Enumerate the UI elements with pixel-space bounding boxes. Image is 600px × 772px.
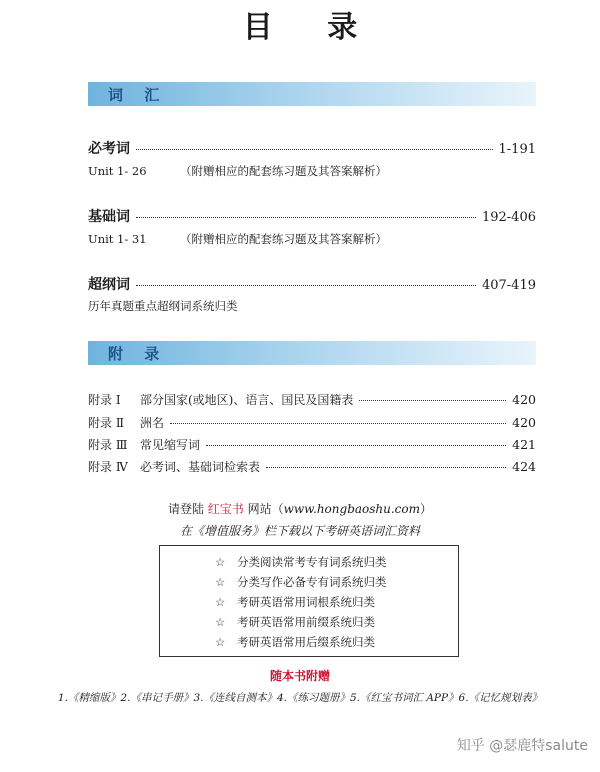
- dot-leader: [170, 423, 506, 424]
- unit-note: 历年真题重点超纲词系统归类: [88, 299, 238, 313]
- login-prefix: 请登陆: [167, 502, 208, 516]
- star-icon: ☆: [215, 555, 226, 569]
- brand-link[interactable]: 红宝书: [207, 502, 244, 516]
- appendix-number: 附录 Ⅱ: [88, 416, 124, 430]
- login-line: [0, 500, 600, 517]
- entry-subline-basic: [88, 231, 387, 247]
- entry-subline-beyond: [88, 298, 238, 314]
- appendix-pages: 420: [512, 392, 536, 407]
- entry-label: 基础词: [88, 209, 130, 225]
- resource-item: [215, 634, 375, 650]
- unit-range: Unit 1- 26: [88, 164, 147, 178]
- star-icon: ☆: [215, 575, 226, 589]
- resource-label: 考研英语常用词根系统归类: [237, 595, 375, 609]
- gift-list: 1.《精缩版》2.《串记手册》3.《连线自测本》4.《练习题册》5.《红宝书词汇 APP》6.《记忆规划表》: [57, 692, 543, 704]
- appendix-pages: 421: [512, 437, 536, 452]
- appendix-row-1[interactable]: [88, 391, 536, 409]
- section-band-vocab: [88, 82, 536, 106]
- page-title: 目 录: [242, 10, 380, 45]
- resource-box: [159, 545, 459, 657]
- download-line: 在《增值服务》栏下载以下考研英语词汇资料: [179, 524, 420, 538]
- resource-label: 考研英语常用前缀系统归类: [237, 615, 375, 629]
- dot-leader: [266, 467, 506, 468]
- toc-entry-beyond[interactable]: [88, 274, 536, 294]
- resource-item: [215, 554, 387, 570]
- star-icon: ☆: [215, 635, 226, 649]
- appendix-number: 附录 Ⅲ: [88, 438, 128, 452]
- unit-note: （附赠相应的配套练习题及其答案解析）: [180, 232, 387, 246]
- appendix-row-4[interactable]: [88, 458, 536, 476]
- entry-pages: 407-419: [481, 278, 536, 293]
- dot-leader: [206, 445, 506, 446]
- section-band-appendix: [88, 341, 536, 365]
- appendix-title: 洲名: [140, 416, 165, 430]
- appendix-pages: 420: [512, 415, 536, 430]
- section-title-appendix: 附 录: [108, 345, 168, 363]
- resource-item: [215, 574, 387, 590]
- appendix-title: 常见缩写词: [140, 438, 201, 452]
- toc-entry-basic[interactable]: [88, 206, 536, 226]
- star-icon: ☆: [215, 615, 226, 629]
- entry-subline-required: [88, 163, 387, 179]
- appendix-number: 附录 Ⅳ: [88, 460, 128, 474]
- toc-entry-required[interactable]: [88, 138, 536, 158]
- dot-leader: [136, 217, 476, 218]
- gift-title: 随本书附赠: [269, 669, 330, 683]
- resource-item: [215, 614, 375, 630]
- website-url[interactable]: www.hongbaoshu.com: [283, 502, 421, 516]
- dot-leader: [359, 400, 506, 401]
- appendix-number: 附录 Ⅰ: [88, 393, 121, 407]
- login-middle: 网站（: [243, 502, 284, 516]
- section-title-vocab: 词 汇: [108, 86, 168, 104]
- entry-label: 必考词: [88, 141, 130, 157]
- appendix-pages: 424: [512, 459, 536, 474]
- entry-pages: 1-191: [498, 142, 536, 157]
- resource-label: 分类阅读常考专有词系统归类: [237, 555, 387, 569]
- appendix-row-2[interactable]: [88, 414, 536, 432]
- resource-label: 分类写作必备专有词系统归类: [237, 575, 387, 589]
- dot-leader: [136, 149, 493, 150]
- entry-label: 超纲词: [88, 277, 130, 293]
- appendix-title: 部分国家(或地区)、语言、国民及国籍表: [140, 393, 354, 407]
- resource-item: [215, 594, 375, 610]
- resource-label: 考研英语常用后缀系统归类: [237, 635, 375, 649]
- login-suffix: ）: [420, 502, 433, 516]
- appendix-row-3[interactable]: [88, 436, 536, 454]
- entry-pages: 192-406: [481, 210, 536, 225]
- unit-range: Unit 1- 31: [88, 232, 147, 246]
- watermark: 知乎 @瑟鹿特salute: [456, 738, 588, 754]
- dot-leader: [136, 285, 476, 286]
- unit-note: （附赠相应的配套练习题及其答案解析）: [180, 164, 387, 178]
- star-icon: ☆: [215, 595, 226, 609]
- appendix-title: 必考词、基础词检索表: [140, 460, 261, 474]
